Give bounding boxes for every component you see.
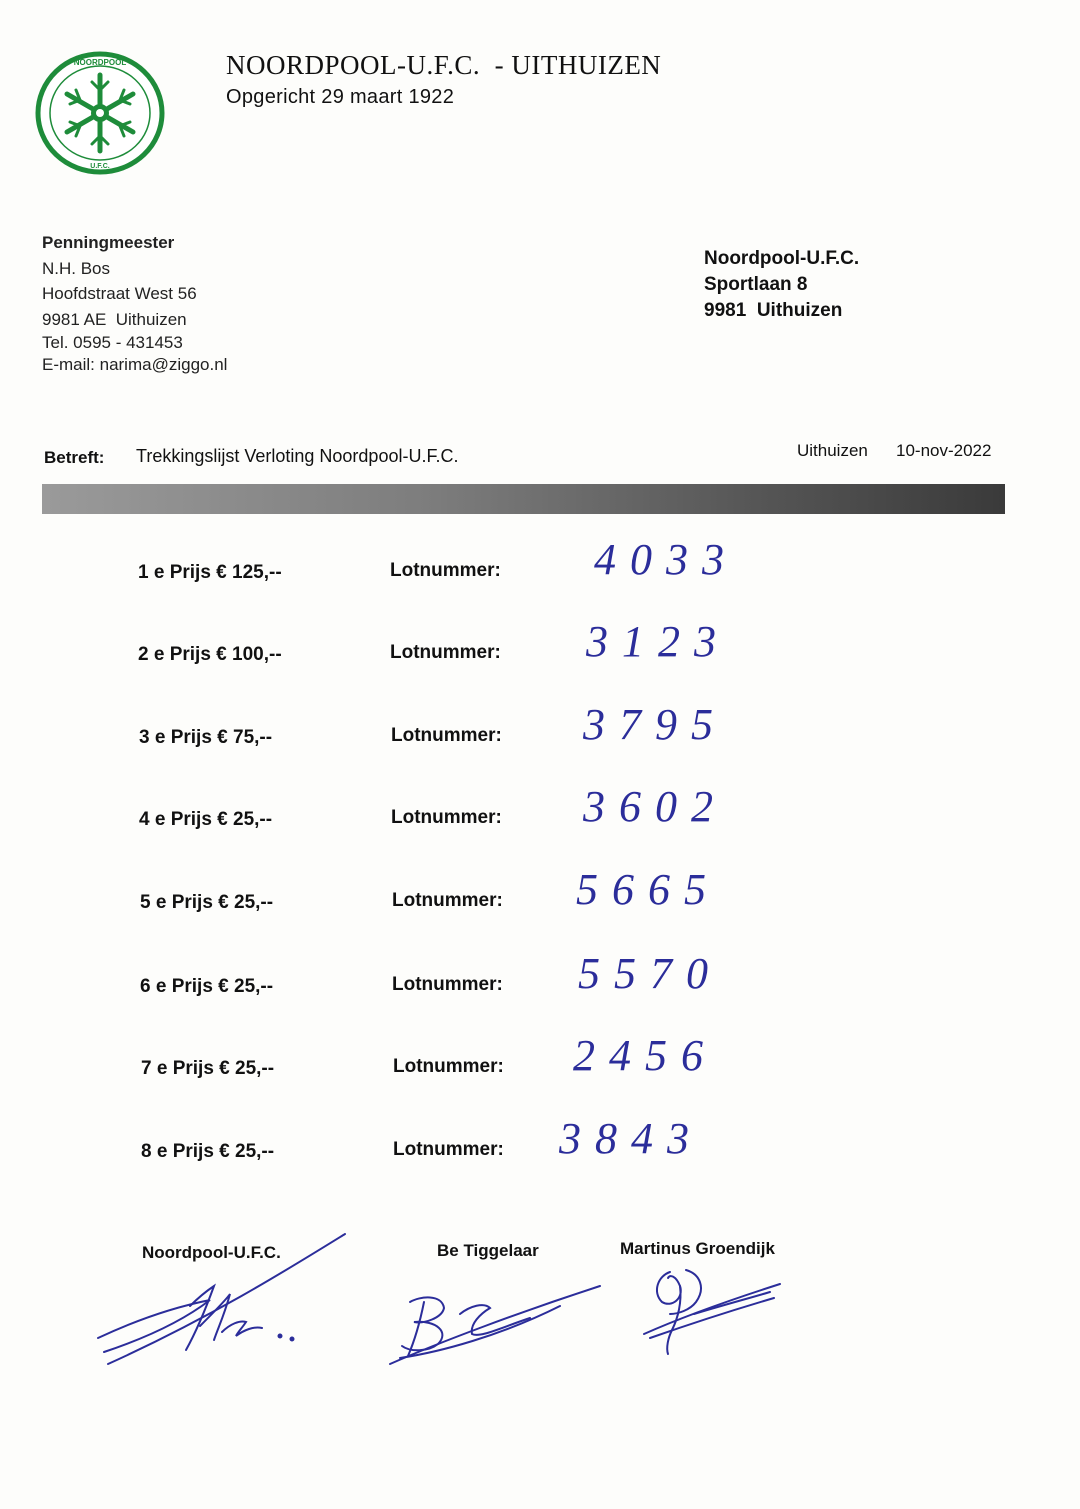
club-logo-icon	[34, 50, 166, 176]
prize-row	[138, 617, 838, 694]
letter-date: 10-nov-2022	[896, 441, 992, 460]
recipient-address	[704, 246, 859, 324]
lot-label: Lotnummer:	[390, 560, 501, 581]
sender-name: N.H. Bos	[42, 258, 111, 278]
lot-label: Lotnummer:	[391, 807, 502, 828]
logo-text-top: NOORDPOOL	[73, 58, 127, 67]
lot-number: 3602	[583, 782, 727, 831]
founded-date: Opgericht 29 maart 1922	[226, 86, 455, 108]
prize-row	[138, 535, 838, 612]
prize-label: 3 e Prijs € 75,--	[139, 727, 273, 748]
lot-number: 3795	[583, 700, 727, 749]
sender-role: Penningmeester	[42, 233, 175, 252]
prize-label: 6 e Prijs € 25,--	[140, 976, 274, 997]
signature-witness1-icon	[380, 1272, 610, 1372]
letter-place: Uithuizen	[797, 441, 868, 460]
prize-label: 8 e Prijs € 25,--	[141, 1141, 275, 1162]
lot-label: Lotnummer:	[393, 1139, 504, 1160]
prize-label: 7 e Prijs € 25,--	[141, 1058, 275, 1079]
prize-row	[141, 1031, 841, 1108]
sender-street: Hoofdstraat West 56	[42, 284, 197, 303]
logo-text-bottom: U.F.C.	[90, 163, 110, 170]
recipient-name: Noordpool-U.F.C.	[704, 248, 860, 269]
prize-label: 1 e Prijs € 125,--	[138, 562, 282, 583]
prize-row	[140, 949, 840, 1026]
sender-address	[42, 230, 227, 377]
lot-label: Lotnummer:	[391, 725, 502, 746]
signature-club-icon	[90, 1228, 360, 1378]
recipient-street: Sportlaan 8	[704, 274, 808, 295]
club-title: NOORDPOOL-U.F.C. - UITHUIZEN	[226, 50, 662, 80]
prize-row	[140, 865, 840, 942]
lot-label: Lotnummer:	[393, 1056, 504, 1077]
lot-number: 2456	[573, 1031, 717, 1080]
prize-row	[139, 700, 839, 777]
lot-number: 3123	[586, 617, 730, 666]
lot-number: 5665	[576, 865, 720, 914]
subject-text: Trekkingslijst Verloting Noordpool-U.F.C.	[136, 446, 459, 466]
signature-label-witness1: Be Tiggelaar	[437, 1241, 539, 1260]
prize-label: 5 e Prijs € 25,--	[140, 892, 274, 913]
lot-label: Lotnummer:	[392, 974, 503, 995]
sender-phone: Tel. 0595 - 431453	[42, 333, 183, 352]
prize-label: 4 e Prijs € 25,--	[139, 809, 273, 830]
lot-number: 5570	[578, 949, 722, 998]
divider-bar	[42, 484, 1005, 514]
lot-label: Lotnummer:	[390, 642, 501, 663]
subject-label: Betreft:	[44, 448, 105, 467]
prize-label: 2 e Prijs € 100,--	[138, 644, 282, 665]
lot-number: 3843	[559, 1114, 703, 1163]
sender-city: 9981 AE Uithuizen	[42, 309, 187, 329]
signature-label-club: Noordpool-U.F.C.	[142, 1243, 281, 1262]
signature-witness2-icon	[630, 1262, 790, 1362]
sender-email: E-mail: narima@ziggo.nl	[42, 355, 228, 374]
signature-label-witness2: Martinus Groendijk	[620, 1239, 775, 1258]
lot-label: Lotnummer:	[392, 890, 503, 911]
prize-row	[139, 782, 839, 859]
lot-number: 4033	[594, 535, 738, 584]
prize-row	[141, 1114, 841, 1191]
recipient-city: 9981 Uithuizen	[704, 300, 843, 321]
